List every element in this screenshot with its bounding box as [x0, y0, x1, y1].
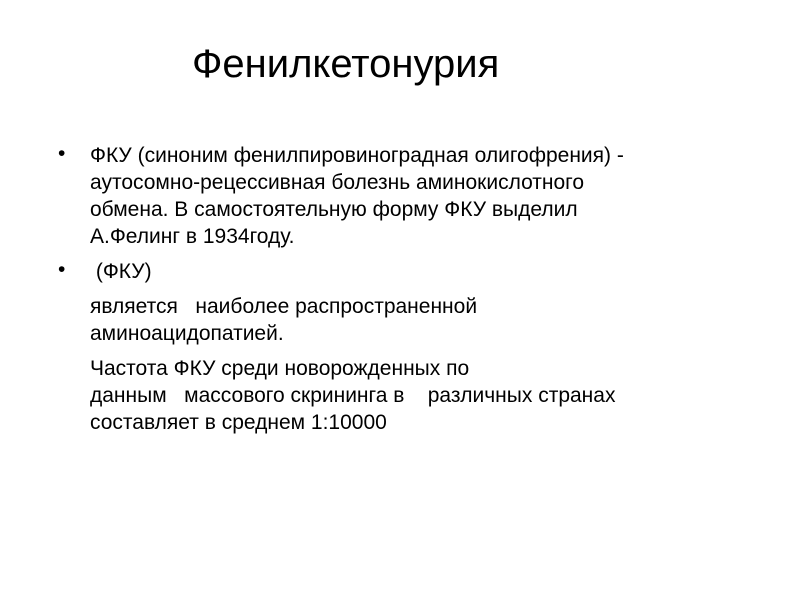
- item-2-paragraph-2-line-1: Частота ФКУ среди новорожденных по: [90, 357, 470, 380]
- item-2-line-1: (ФКУ): [90, 260, 152, 283]
- item-2-paragraph-2-line-3: составляет в среднем 1:10000: [90, 411, 387, 434]
- item-2-paragraph-2-line-2: данным массового скрининга в различных странах: [90, 384, 616, 407]
- bullet-item-definition: [58, 142, 758, 250]
- item-2-paragraph-1-line-1: является наиболее распространенной: [90, 295, 478, 318]
- item-1-line-4: А.Фелинг в 1934году.: [90, 225, 295, 248]
- item-1-line-1: ФКУ (синоним фенилпировиноградная олигофрения) -: [90, 144, 624, 167]
- bullet-item-prevalence: [58, 258, 758, 436]
- slide-title: Фенилкетонурия: [192, 42, 500, 86]
- item-1-line-2: аутосомно-рецессивная болезнь аминокислотного: [90, 171, 585, 194]
- bullet-icon: •: [58, 258, 66, 281]
- item-2-paragraph-1: [90, 293, 758, 347]
- slide-body: [58, 142, 758, 436]
- item-2-paragraph-1-line-2: аминоацидопатией.: [90, 322, 284, 345]
- item-1-line-3: обмена. В самостоятельную форму ФКУ выделил: [90, 198, 578, 221]
- bullet-icon: •: [58, 142, 66, 165]
- item-2-paragraph-2: [90, 355, 758, 436]
